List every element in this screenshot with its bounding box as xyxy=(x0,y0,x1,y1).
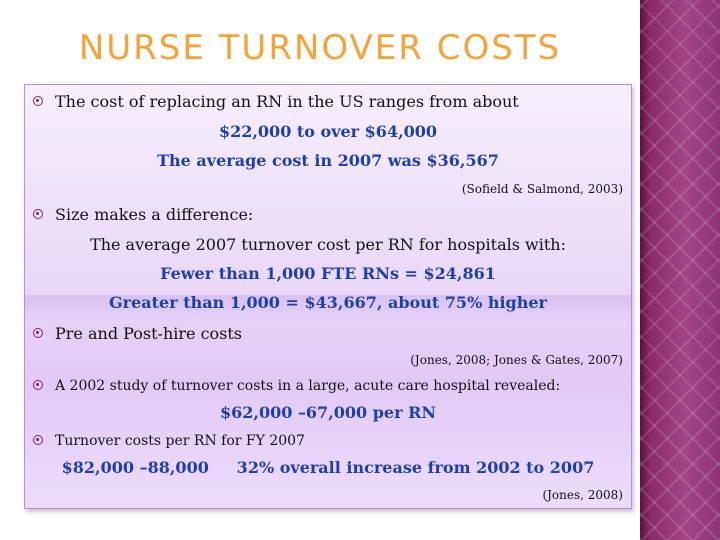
cost-range: $22,000 to over $64,000 xyxy=(218,122,438,141)
fy2007-value: $82,000 –88,000 32% overall increase from 2002 to 2007 xyxy=(61,458,595,477)
bullet-text: A 2002 study of turnover costs in a large, acute care hospital revealed: xyxy=(55,378,561,394)
bullet-text: The cost of replacing an RN in the US ranges from about xyxy=(55,92,519,111)
bullet-icon xyxy=(33,209,43,219)
citation: (Jones, 2008) xyxy=(542,488,623,502)
bullet-icon xyxy=(33,435,43,445)
bullet-2002-study xyxy=(55,376,661,396)
bullet-text: Turnover costs per RN for FY 2007 xyxy=(55,433,305,449)
bullet-replacement-cost xyxy=(55,92,661,112)
bullet-icon xyxy=(33,380,43,390)
greater-than-cost: Greater than 1,000 = $43,667, about 75% higher xyxy=(109,293,547,312)
bullet-icon xyxy=(33,328,43,338)
study-value: $62,000 –67,000 per RN xyxy=(219,403,437,422)
decorative-sidebar xyxy=(640,0,720,540)
bullet-text: Pre and Post-hire costs xyxy=(55,324,243,343)
bullet-text: Size makes a difference: xyxy=(55,205,254,224)
size-intro: The average 2007 turnover cost per RN for hospitals with: xyxy=(90,235,566,254)
bullet-icon xyxy=(33,96,43,106)
citation: (Sofield & Salmond, 2003) xyxy=(461,182,623,196)
bullet-fy2007 xyxy=(55,431,661,451)
fewer-than-cost: Fewer than 1,000 FTE RNs = $24,861 xyxy=(160,264,496,283)
content-box xyxy=(24,84,632,509)
average-cost: The average cost in 2007 was $36,567 xyxy=(157,151,499,170)
bullet-size xyxy=(55,205,661,225)
citation: (Jones, 2008; Jones & Gates, 2007) xyxy=(410,353,623,367)
bullet-pre-post xyxy=(55,324,661,344)
slide-title: NURSE TURNOVER COSTS xyxy=(78,28,562,68)
